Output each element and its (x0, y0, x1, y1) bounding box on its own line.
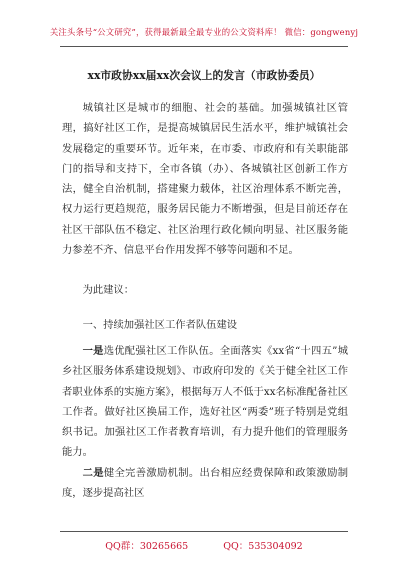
footer-qq-number: QQ：535304092 (223, 541, 303, 552)
intro-paragraph: 城镇社区是城市的细胞、社会的基础。加强城镇社区管理，搞好社区工作，是提高城镇居民生活水平，维护城镇社会发展稳定的重要环节。近年来，在市委、市政府和有关职能部门的指导和支持下，全市各镇（办）、各城镇社区创新工作方法，健全自治机制，搭建聚力载体，社区治理体系不断完善，权力运行更趋规范，服务居民能力不断增强，但是目前还存在社区干部队伍不稳定、社区治理行政化倾向明显、社区服务能力参差不齐、信息平台作用发挥不够等问题和不足。 (62, 102, 348, 257)
point-one-lead: 一是 (82, 344, 104, 357)
document-title: xx市政协xx届xx次会议上的发言（市政协委员） (87, 69, 321, 82)
footer-divider (60, 531, 348, 532)
section-heading: 一、持续加强社区工作者队伍建设 (82, 318, 238, 331)
header-banner-text: 关注头条号“公文研究”，获得最新最全最专业的公文资料库！ 微信：gongwenyj (49, 27, 359, 37)
point-two-text: 健全完善激励机制。出台相应经费保障和政策激励制度，逐步提高社区 (62, 466, 349, 500)
point-one-paragraph (62, 341, 348, 463)
suggestion-lead: 为此建议： (82, 284, 135, 297)
header-banner (0, 0, 408, 38)
point-two-paragraph (62, 463, 348, 504)
header-divider (60, 46, 348, 47)
footer-qq-group: QQ群：30265665 (105, 541, 189, 552)
footer-contacts (0, 538, 408, 552)
point-two-lead: 二是 (82, 466, 104, 479)
document-body (62, 98, 348, 503)
point-one-text: 选优配强社区工作队伍。全面落实《xx省“十四五”城乡社区服务体系建设规划》、市政府印发的《关于健全社区工作者职业体系的实施方案》，根据每万人不低于xx名标准配备社区工作者。做好社区换届工作，选好社区“两委”班子特别是党组织书记。加强社区工作者教育培训，有力提升他们的管理服务能力。 (62, 344, 348, 459)
